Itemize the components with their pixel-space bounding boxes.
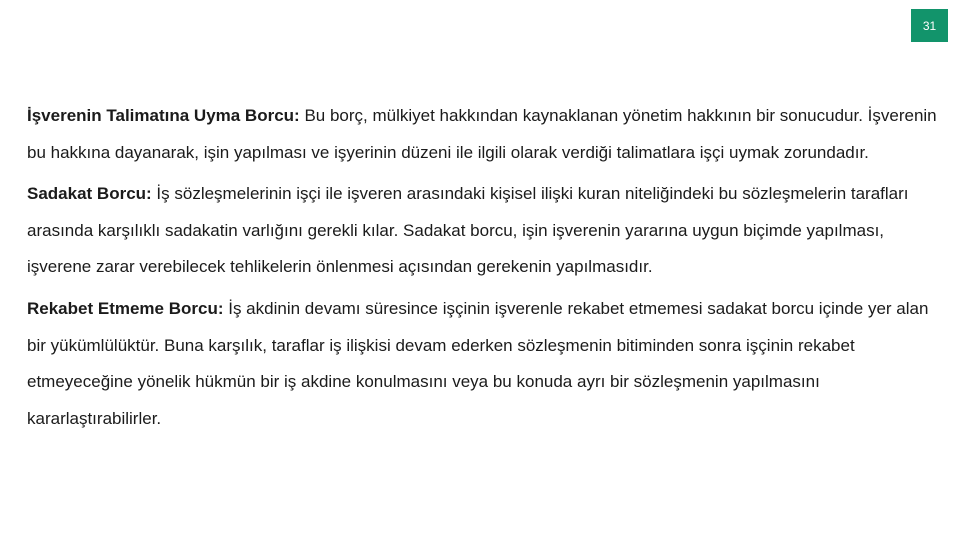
paragraph-heading: Sadakat Borcu: (27, 184, 152, 204)
paragraph-body: Bu borç, mülkiyet hakkından kaynaklanan yönetim hakkının bir sonucudur. İşverenin bu hakkına dayanarak, işin yapılması ve işyerinin düzeni ile ilgili olarak verdiği talimatlara işçi uymak zorundadır. (27, 106, 937, 162)
paragraph-sadakat (27, 176, 942, 286)
slide-content (27, 98, 942, 442)
paragraph-body: İş akdinin devamı süresince işçinin işverenle rekabet etmemesi sadakat borcu içinde yer alan bir yükümlülüktür. Buna karşılık, taraflar iş ilişkisi devam ederken sözleşmenin bitiminden sonra işçinin rekabet etmeyeceğine yönelik hükmün bir iş akdine konulmasını veya bu konuda ayrı bir sözleşmenin yapılmasını kararlaştırabilirler. (27, 298, 929, 428)
page-number-badge: 31 (911, 9, 948, 42)
paragraph-body: İş sözleşmelerinin işçi ile işveren arasındaki kişisel ilişki kuran niteliğindeki bu sözleşmelerin tarafları arasında karşılıklı sadakatin varlığını gerekli kılar. Sadakat borcu, işin işverenin yararına uygun biçimde yapılması, işverene zarar verebilecek tehlikelerin önlenmesi açısından gerekenin yapılmasıdır. (27, 184, 909, 277)
paragraph-heading: İşverenin Talimatına Uyma Borcu: (27, 106, 300, 125)
paragraph-heading: Rekabet Etmeme Borcu: (27, 298, 224, 318)
paragraph-rekabet (27, 291, 942, 437)
paragraph-talimat (27, 98, 942, 171)
